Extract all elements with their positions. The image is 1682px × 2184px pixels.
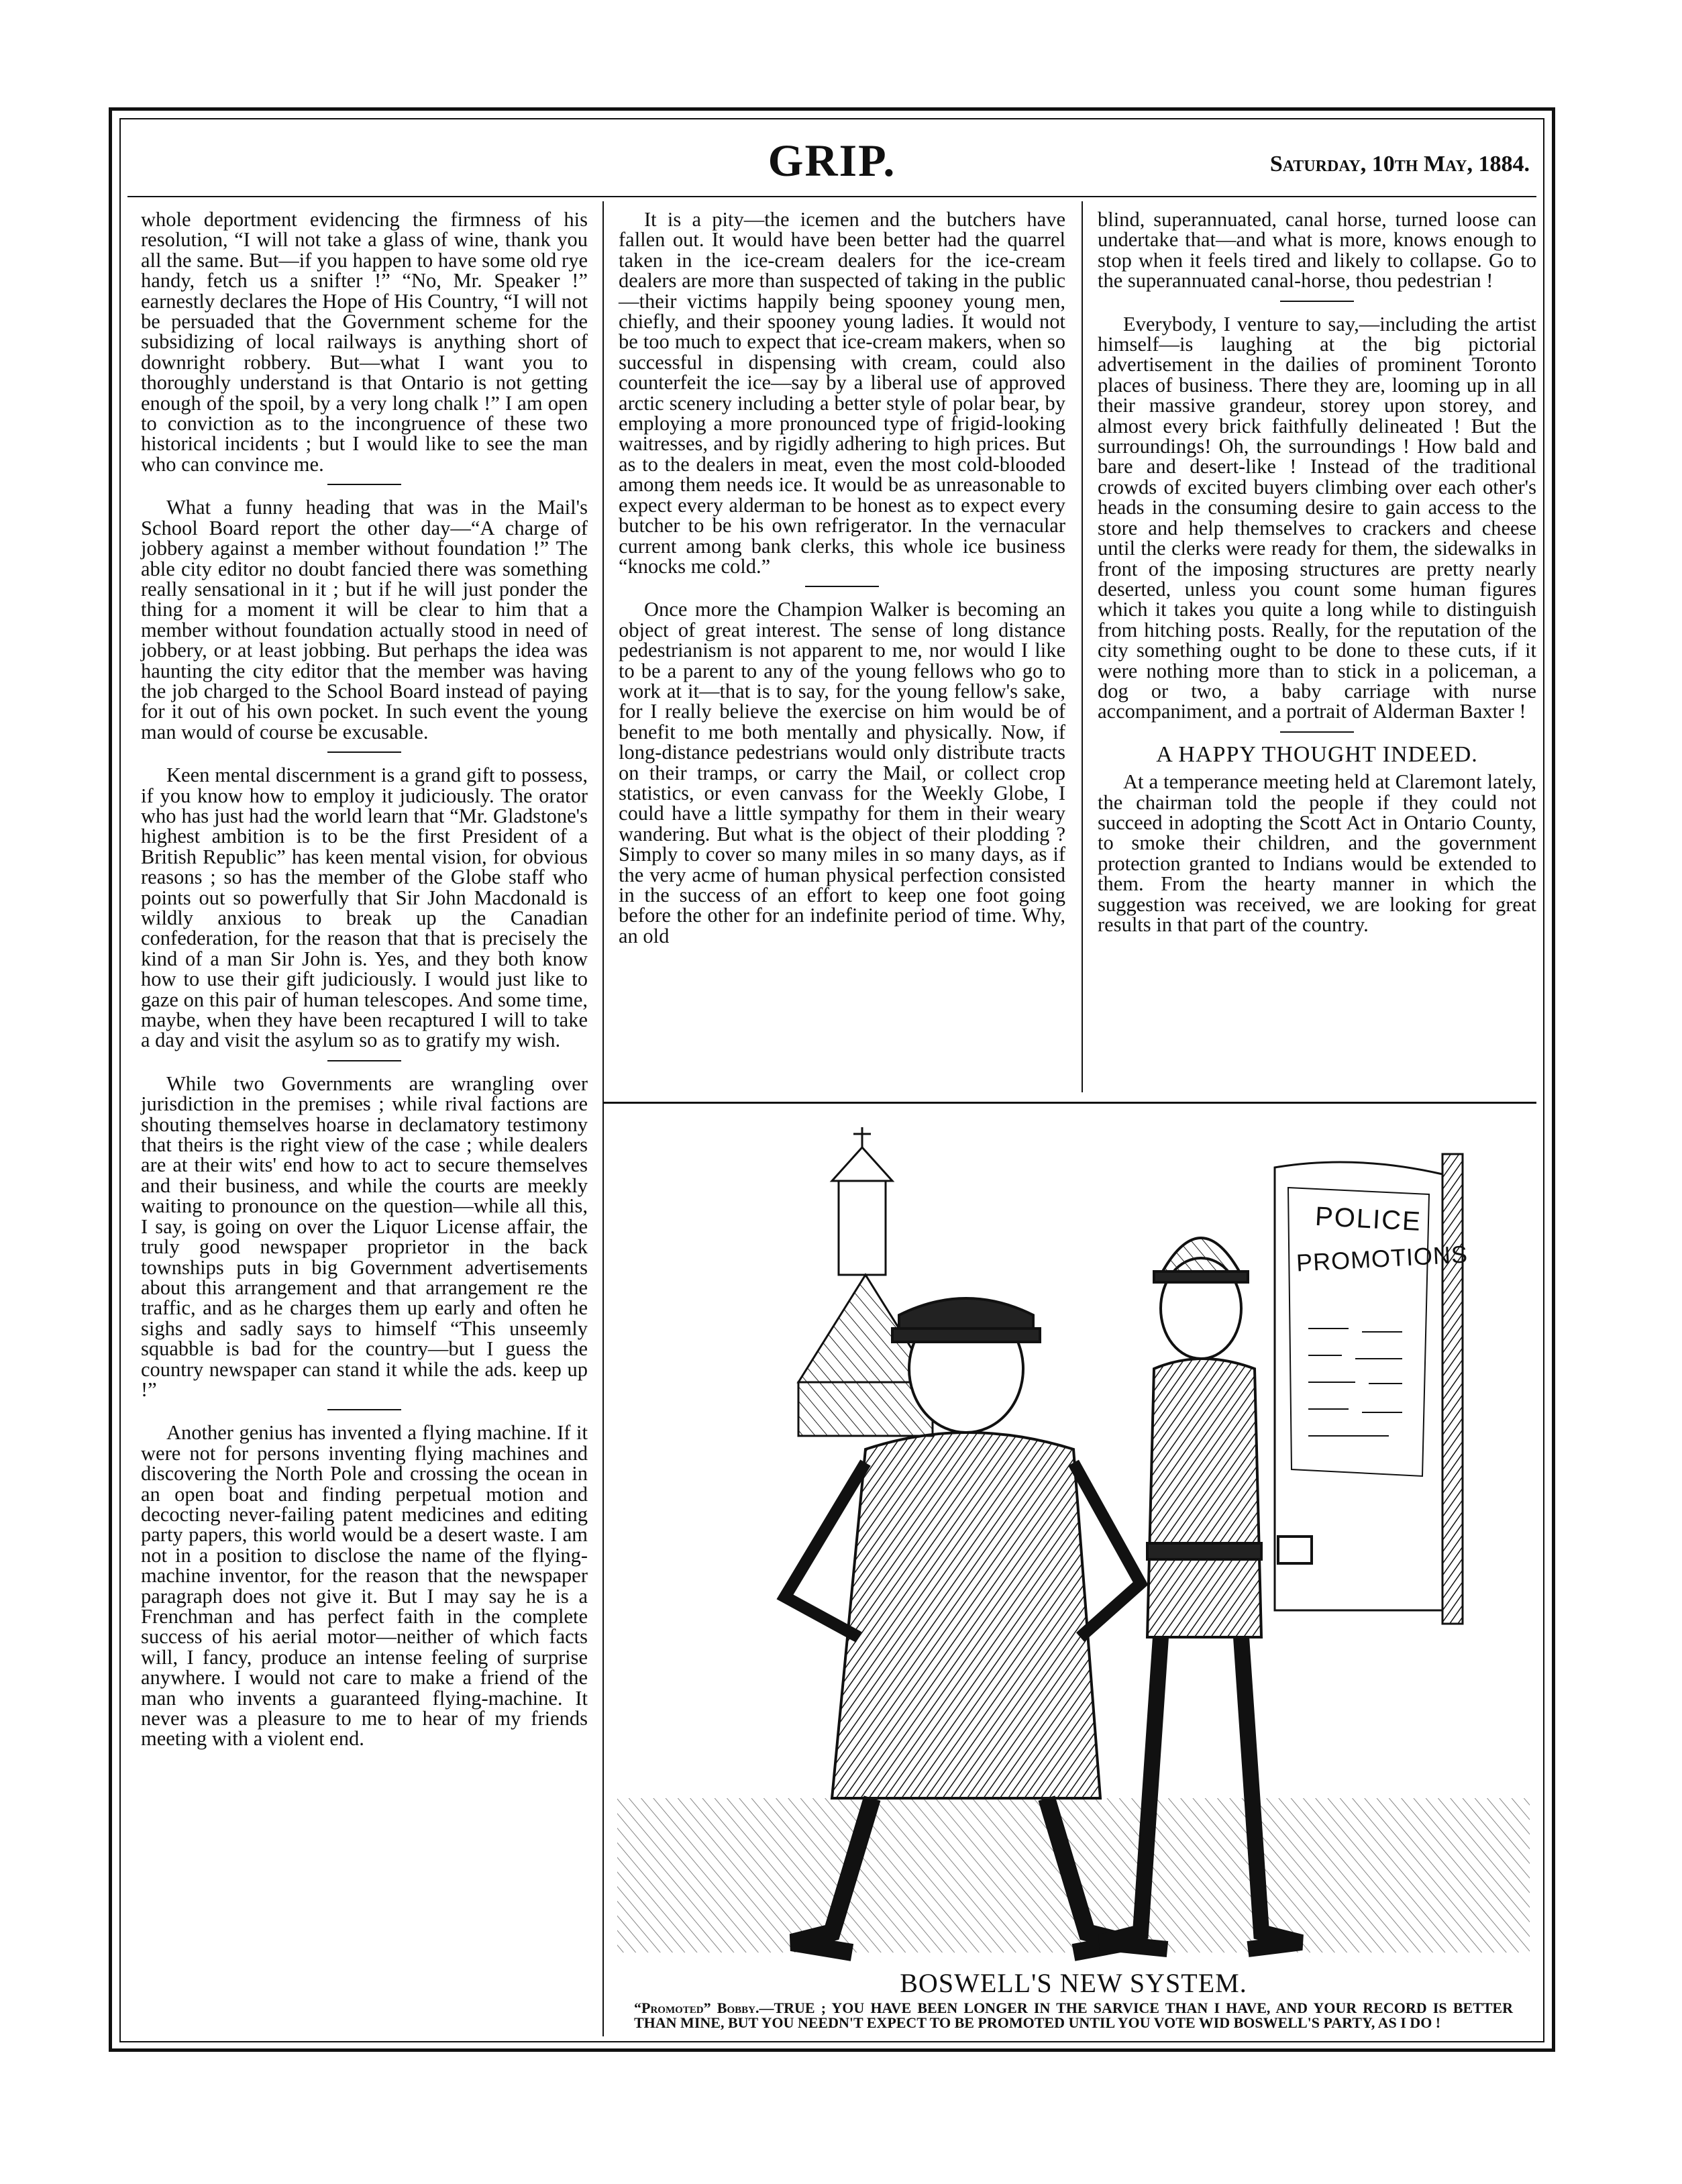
divider: [327, 484, 401, 485]
divider: [327, 751, 401, 753]
masthead-rule: [127, 196, 1536, 197]
paragraph: Once more the Champion Walker is becoming an object of great interest. The sense of long distance pedestrianism is not apparent to me, nor would I like to be a parent to any of the young fellows who go to work at it—that is to say, for the young fellow's sake, for I really believe the exercise on him would be of benefit to me both mentally and physically. Now, if long-distance pedestrians would only distribute tracts on their tramps, or carry the Mail, or collect crop statistics, or even canvass for the Weekly Globe, I could have a little sympathy for them in their weary wandering. But what is the object of their plodding ? Simply to cover so many miles in so many days, as if the very acme of human physical perfection consisted in the success of an effort to keep one foot going before the other for an indefinite period of time. Why, an old: [619, 598, 1065, 947]
caption-speaker: “Promoted” Bobby.: [634, 1999, 759, 2016]
column-rule-2: [1082, 201, 1083, 1092]
divider: [1280, 731, 1354, 733]
masthead: [127, 134, 1536, 188]
paragraph: While two Governments are wrangling over jurisdiction in the premises ; while rival factions are shouting themselves hoarse in declamatory testimony that theirs is the right view of the case ; while dealers are at their wits' end how to act to secure themselves and their business, and while the courts are meekly waiting to pronounce on the question—while all this, I say, is going on over the Liquor License affair, the truly good newspaper proprietor in the back townships puts in big Government advertisements about this arrangement and that arrangement re the traffic, and as he charges them up early and often he sighs and sadly says to himself “This unseemly squabble is bad for the country—but I guess the country newspaper can stand it while the ads. keep up !”: [141, 1072, 588, 1401]
column-rule-1: [602, 201, 604, 2036]
notice-sign-text-1: POLICE: [1314, 1201, 1422, 1237]
paragraph: Keen mental discernment is a grand gift to possess, if you know how to employ it judiciously. The orator who has just had the world learn that “Mr. Gladstone's highest ambition is to be the first President of a British Republic” has keen mental vision, for obvious reasons ; so has the member of the Globe staff who points out so powerfully that Sir John Macdonald is wildly anxious to break up the Canadian confederation, for the reason that that is precisely the kind of a man Sir John is. Yes, and they both know how to use their gift judiciously. I would just like to gaze on this pair of human telescopes. And some time, maybe, when they have been recaptured I will to take a day and visit the asylum so as to gratify my wish.: [141, 764, 588, 1052]
paragraph: blind, superannuated, canal horse, turned loose can undertake that—and what is more, knows enough to stop when it feels tired and likely to collapse. Go to the superannuated canal-horse, thou pedestrian !: [1098, 208, 1536, 293]
paragraph: It is a pity—the icemen and the butchers have fallen out. It would have been better had the quarrel taken in the ice-cream dealers for the ice-cream dealers are more than suspected of taking in the public—their victims happily being spooney young men, chiefly, and their spooney young ladies. It would not be too much to expect that ice-cream makers, when so successful in dispensing with cream, could also counterfeit the ice—say by a liberal use of approved arctic scenery including a better style of polar bear, by employing a more pronounced type of frigid-looking waitresses, and by rigidly adhering to high prices. But as to the dealers in meat, even the most cold-blooded among them needs ice. It would be as unreasonable to expect every alderman to be honest as to expect every butcher to be his own refrigerator. In the vernacular current among bank clerks, this whole ice business “knocks me cold.”: [619, 208, 1065, 578]
cartoon-caption-title: BOSWELL'S NEW SYSTEM.: [900, 1968, 1247, 1998]
article-column-3: [1098, 209, 1536, 1088]
cartoon-top-rule: [604, 1102, 1536, 1104]
cartoon-illustration: [617, 1127, 1530, 2033]
divider: [1280, 301, 1354, 302]
notice-sign-text-2: PROMOTIONS: [1296, 1240, 1469, 1277]
issue-date: Saturday, 10th May, 1884.: [1269, 152, 1530, 176]
cartoon-caption: [634, 2001, 1513, 2030]
caption-quote: —TRUE ; YOU HAVE BEEN LONGER IN THE SARVICE THAN I HAVE, AND YOUR RECORD IS BETTER THAN MINE, BUT YOU NEEDN'T EXPECT TO BE PROMOTED UNTIL YOU VOTE WID BOSWELL'S PARTY, AS I DO !: [634, 1999, 1513, 2031]
article-column-1: [141, 209, 588, 2021]
section-heading: A HAPPY THOUGHT INDEED.: [1156, 741, 1478, 767]
article-column-2: [619, 209, 1065, 1088]
publication-title: GRIP.: [768, 135, 896, 186]
paragraph: Everybody, I venture to say,—including the artist himself—is laughing at the big pictorial advertisement in the dailies of prominent Toronto places of business. There they are, looming up in all their massive grandeur, storey upon storey, and almost every brick faithfully delineated ! But the surroundings! Oh, the surroundings ! How bald and bare and desert-like ! Instead of the traditional crowds of excited buyers climbing over each other's heads in the consuming desire to gain access to the store and help themselves to crackers and cheese until the clerks were ready for them, the sidewalks in front of the imposing structures are pretty nearly deserted, unless you count some human figures which it takes you quite a long while to distinguish from hitching posts. Really, for the reputation of the city something ought to be done to these cuts, if it were nothing more than to stick in a policeman, a dog or two, a baby carriage with nurse accompaniment, and a portrait of Alderman Baxter !: [1098, 312, 1536, 723]
divider: [327, 1060, 401, 1061]
paragraph: whole deportment evidencing the firmness of his resolution, “I will not take a glass of wine, thank you all the same. But—if you happen to have some old rye handy, fetch us a snifter !” “No, Mr. Speaker !” earnestly declares the Hope of His Country, “I will not be persuaded that the Government scheme for the subsidizing of local railways is anything short of downright robbery. But—what I want you to thoroughly understand is that Ontario is not getting enough of the spoil, by a very long chalk !” I am open to conviction as to the incongruence of these two historical incidents ; but I would like to see the man who can convince me.: [141, 208, 588, 476]
divider: [327, 1409, 401, 1410]
divider: [805, 586, 879, 587]
paragraph: Another genius has invented a flying machine. If it were not for persons inventing flying machines and discovering the North Pole and crossing the ocean in an open boat and finding perpetual motion and decocting never-failing patent medicines and editing party papers, this world would be a desert waste. I am not in a position to disclose the name of the flying-machine inventor, for the reason that the newspaper paragraph does not give it. But I may say he is a Frenchman and has perfect faith in the complete success of his aerial motor—neither of which facts will, I fancy, produce an intense feeling of surprise anywhere. I would not care to make a friend of the man who invents a guaranteed flying-machine. It never was a pleasure to me to hear of my friends meeting with a violent end.: [141, 1421, 588, 1751]
paragraph: What a funny heading that was in the Mail's School Board report the other day—“A charge of jobbery against a member without foundation !” The able city editor no doubt fancied there was something really sensational in it ; but if he will just ponder the thing for a moment it will be clear to him that a member without foundation actually stood in need of jobbery, or at least jobbing. But perhaps the idea was haunting the city editor that the member was having the job charged to the School Board instead of paying for it out of his own pocket. In such event the young man would of course be excusable.: [141, 496, 588, 743]
paragraph: At a temperance meeting held at Claremont lately, the chairman told the people if they could not succeed in adopting the Scott Act in Ontario County, to smoke their children, and the government protection granted to Indians would be extended to them. From the hearty manner in which the suggestion was received, we are looking for great results in that part of the country.: [1098, 770, 1536, 936]
